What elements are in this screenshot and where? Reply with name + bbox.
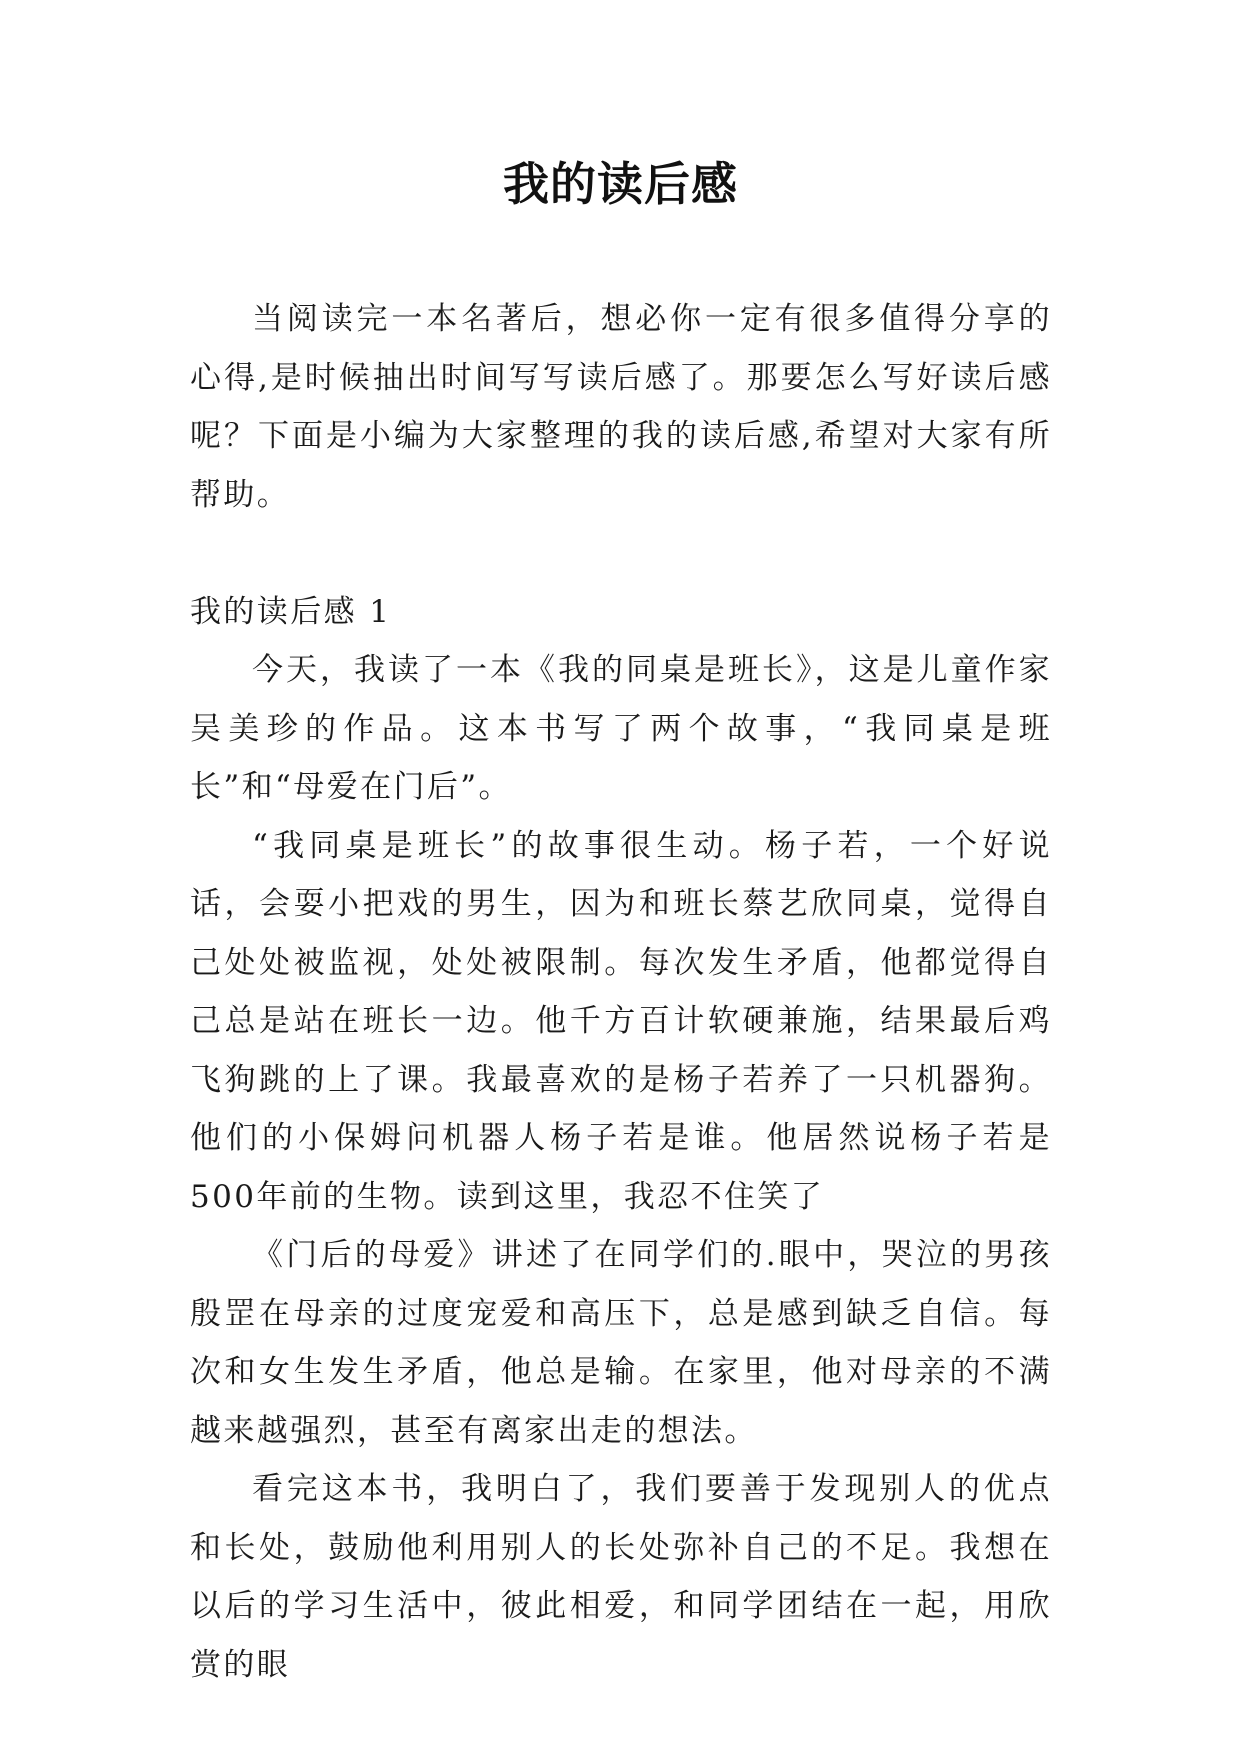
body-paragraph: 《门后的母爱》讲述了在同学们的.眼中，哭泣的男孩殷罡在母亲的过度宠爱和高压下，总是感到缺乏自信。每次和女生发生矛盾，他总是输。在家里，他对母亲的不满越来越强烈，甚至有离家出走的想法。 [190,1237,1052,1449]
body-paragraph: 看完这本书，我明白了，我们要善于发现别人的优点和长处，鼓励他利用别人的长处弥补自己的不足。我想在以后的学习生活中，彼此相爱，和同学团结在一起，用欣赏的眼 [190,1471,1052,1683]
body-paragraph: 今天，我读了一本《我的同桌是班长》，这是儿童作家吴美珍的作品。这本书写了两个故事，“我同桌是班长”和“母爱在门后”。 [190,652,1052,805]
intro-paragraph: 当阅读完一本名著后，想必你一定有很多值得分享的心得,是时候抽出时间写写读后感了。那要怎么写好读后感呢？下面是小编为大家整理的我的读后感,希望对大家有所帮助。 [190,301,1052,513]
body-paragraph: “我同桌是班长”的故事很生动。杨子若，一个好说话，会耍小把戏的男生，因为和班长蔡艺欣同桌，觉得自己处处被监视，处处被限制。每次发生矛盾，他都觉得自己总是站在班长一边。他千方百计软硬兼施，结果最后鸡飞狗跳的上了课。我最喜欢的是杨子若养了一只机器狗。他们的小保姆问机器人杨子若是谁。他居然说杨子若是500年前的生物。读到这里，我忍不住笑了 [190,827,1052,1215]
document-title: 我的读后感 [503,157,738,211]
document-body [190,290,1052,1694]
section-heading: 我的读后感 1 [190,593,392,630]
